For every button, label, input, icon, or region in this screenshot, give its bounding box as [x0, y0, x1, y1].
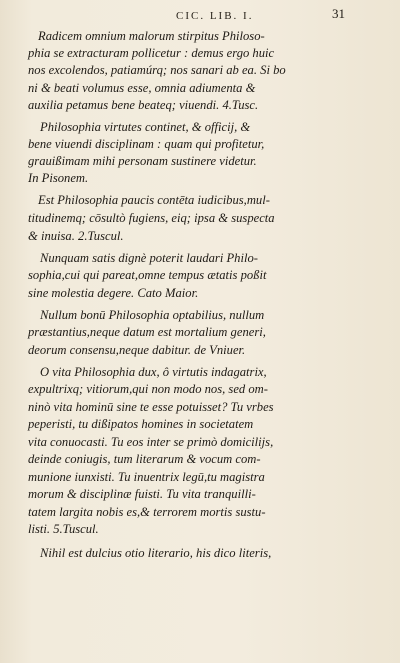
text-line: & inuisa. 2.Tuscul.: [28, 229, 124, 243]
text-line: morum & disciplinæ fuisti. Tu vita tranquilli-: [28, 487, 256, 501]
text-line: Nihil est dulcius otio literario, his dico literis,: [40, 546, 272, 560]
text-line: Est Philosophia paucis contēta iudicibus,mul-: [38, 193, 270, 207]
text-line: listi. 5.Tuscul.: [28, 522, 99, 536]
text-line: grauißimam mihi personam sustinere videtur.: [28, 154, 257, 168]
text-line: deorum consensu,neque dabitur. de Vniuer.: [28, 343, 246, 357]
text-line: sine molestia degere. Cato Maior.: [28, 286, 199, 300]
text-line: tatem largita nobis es,& terrorem mortis sustu-: [28, 505, 266, 519]
text-line: bene viuendi disciplinam : quam qui profitetur,: [28, 137, 265, 151]
text-line: sophia,cui qui pareat,omne tempus ætatis poßit: [28, 268, 267, 282]
text-line: peperisti, tu dißipatos homines in societatem: [28, 417, 254, 431]
text-line: vita conuocasti. Tu eos inter se primò domicilijs,: [28, 435, 274, 449]
text-line: O vita Philosophia dux, ô virtutis indagatrix,: [40, 365, 267, 379]
text-line: expultrixq; vitiorum,qui non modo nos, sed om-: [28, 382, 268, 396]
text-line: auxilia petamus bene beateq; viuendi. 4.Tusc.: [28, 98, 259, 112]
text-line: Philosophia virtutes continet, & officij, &: [40, 120, 251, 134]
text-line: Nullum bonū Philosophia optabilius, nullum: [40, 308, 265, 322]
page-number: 31: [332, 6, 345, 21]
text-line: phia se extracturam pollicetur : demus ergo huic: [28, 46, 275, 60]
text-line: ninò vita hominū sine te esse potuisset? Tu vrbes: [28, 400, 274, 414]
text-line: ni & beati volumus esse, omnia adiumenta &: [28, 81, 256, 95]
text-line: Radicem omnium malorum stirpitus Philoso-: [38, 29, 265, 43]
text-line: In Pisonem.: [28, 171, 89, 185]
text-line: titudinemq; cōsultò fugiens, eiq; ipsa & suspecta: [28, 211, 275, 225]
text-line: præstantius,neque datum est mortalium generi,: [28, 325, 266, 339]
text-line: deinde coniugis, tum literarum & vocum com-: [28, 452, 261, 466]
text-line: Nunquam satis dignè poterit laudari Philo-: [40, 251, 258, 265]
text-line: munione iunxisti. Tu inuentrix legū,tu magistra: [28, 470, 265, 484]
text-line: nos excolendos, patiamúrq; nos sanari ab ea. Si bo: [28, 63, 286, 77]
running-head-title: CIC. LIB. I.: [176, 10, 254, 22]
